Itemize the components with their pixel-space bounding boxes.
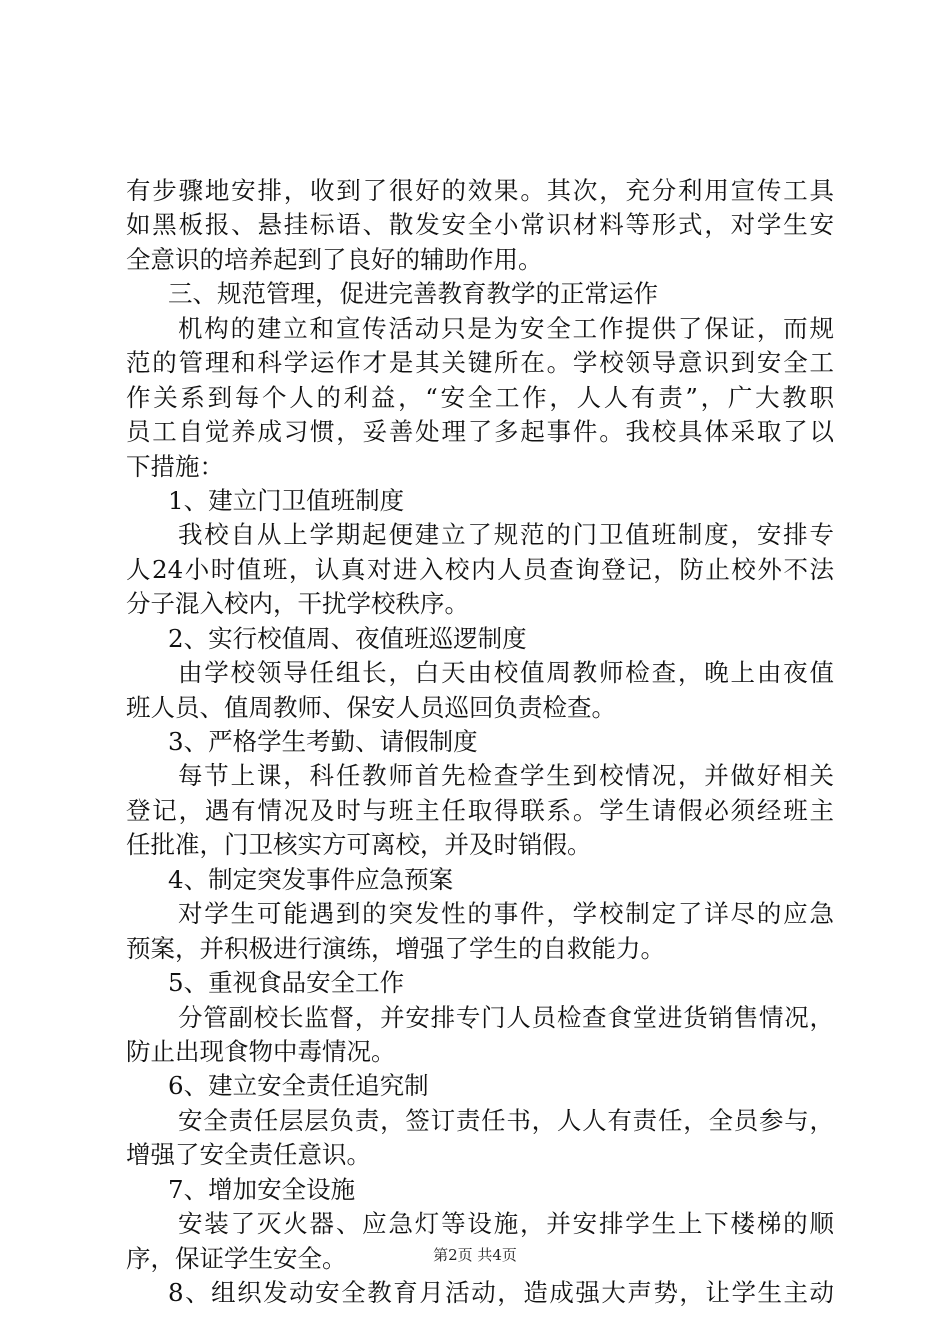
paragraph-line: 下措施： bbox=[126, 451, 224, 481]
paragraph-line: 序，保证学生安全。 bbox=[126, 1243, 347, 1273]
section-heading-line: 6、建立安全责任追究制 bbox=[168, 1071, 429, 1101]
paragraph-line: 分管副校长监督，并安排专门人员检查食堂进货销售情况， bbox=[178, 1002, 834, 1032]
paragraph-line: 全意识的培养起到了良好的辅助作用。 bbox=[126, 244, 543, 274]
paragraph-line: 班人员、值周教师、保安人员巡回负责检查。 bbox=[126, 692, 616, 722]
paragraph-line: 每节上课，科任教师首先检查学生到校情况，并做好相关 bbox=[178, 761, 834, 791]
paragraph-line: 机构的建立和宣传活动只是为安全工作提供了保证，而规 bbox=[178, 313, 834, 343]
page-footer: 第2页 共4页 bbox=[433, 1246, 517, 1264]
paragraph-line: 员工自觉养成习惯，妥善处理了多起事件。我校具体采取了以 bbox=[126, 417, 834, 447]
section-heading-line: 4、制定突发事件应急预案 bbox=[168, 864, 454, 894]
section-heading-line: 8、组织发动安全教育月活动，造成强大声势，让学生主动 bbox=[168, 1278, 834, 1307]
paragraph-line: 安装了灭火器、应急灯等设施，并安排学生上下楼梯的顺 bbox=[178, 1209, 834, 1239]
paragraph-line: 防止出现食物中毒情况。 bbox=[126, 1036, 396, 1066]
paragraph-line: 登记，遇有情况及时与班主任取得联系。学生请假必须经班主 bbox=[126, 795, 834, 825]
paragraph-line: 如黑板报、悬挂标语、散发安全小常识材料等形式，对学生安 bbox=[126, 210, 834, 240]
section-heading-line: 7、增加安全设施 bbox=[168, 1174, 356, 1204]
section-heading-line: 三、规范管理，促进完善教育教学的正常运作 bbox=[168, 279, 658, 309]
paragraph-line: 人24小时值班，认真对进入校内人员查询登记，防止校外不法 bbox=[126, 554, 834, 584]
document-body bbox=[126, 174, 834, 1310]
section-heading-line: 5、重视食品安全工作 bbox=[168, 968, 405, 998]
section-heading-line: 2、实行校值周、夜值班巡逻制度 bbox=[168, 623, 527, 653]
paragraph-line: 安全责任层层负责，签订责任书，人人有责任，全员参与， bbox=[178, 1105, 834, 1135]
paragraph-line: 预案，并积极进行演练，增强了学生的自救能力。 bbox=[126, 933, 665, 963]
paragraph-line: 分子混入校内，干扰学校秩序。 bbox=[126, 589, 469, 619]
paragraph-line: 范的管理和科学运作才是其关键所在。学校领导意识到安全工 bbox=[126, 348, 834, 378]
paragraph-line: 对学生可能遇到的突发性的事件，学校制定了详尽的应急 bbox=[178, 899, 834, 929]
paragraph-line: 作关系到每个人的利益，“安全工作，人人有责”，广大教职 bbox=[126, 382, 834, 412]
section-heading-line: 3、严格学生考勤、请假制度 bbox=[168, 727, 478, 756]
paragraph-line: 我校自从上学期起便建立了规范的门卫值班制度，安排专 bbox=[178, 520, 834, 550]
paragraph-line: 增强了安全责任意识。 bbox=[126, 1140, 371, 1170]
paragraph-line: 由学校领导任组长，白天由校值周教师检查，晚上由夜值 bbox=[178, 658, 834, 688]
section-heading-line: 1、建立门卫值班制度 bbox=[168, 485, 405, 515]
paragraph-line: 有步骤地安排，收到了很好的效果。其次，充分利用宣传工具 bbox=[126, 176, 834, 205]
paragraph-line: 任批准，门卫核实方可离校，并及时销假。 bbox=[126, 830, 592, 860]
